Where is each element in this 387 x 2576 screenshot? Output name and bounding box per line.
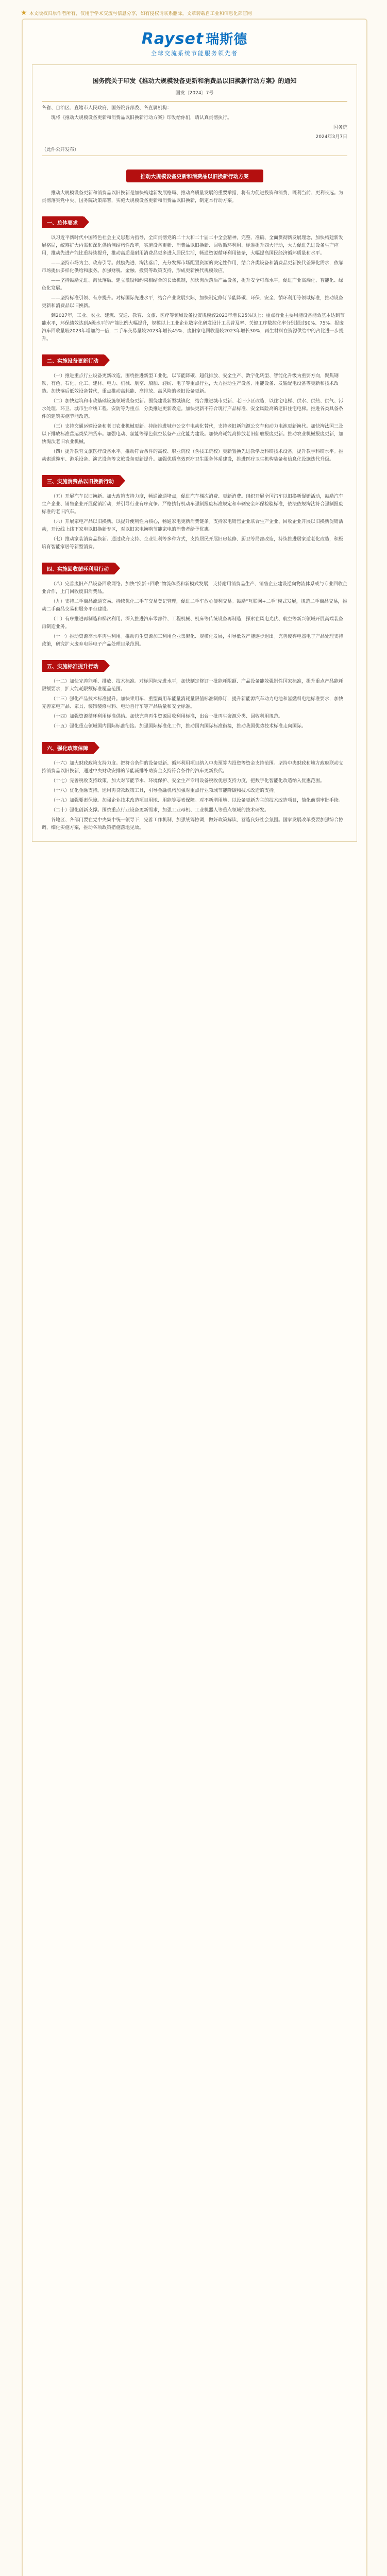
intro-paragraph: 现将《推动大规模设备更新和消费品以旧换新行动方案》印发给你们，请认真贯彻执行。 (51, 115, 232, 121)
section-paragraph: （三）支持交通运输设备和老旧农业机械更新。持续推进城市公交车电动化替代，支持老旧新能源公交车和动力电池更新换代。加快淘汰国三及以下排放标准营运类柴油货车。加强电动、氢能等绿色航空装备产业化能力建设。加快高耗能高排放老旧船舶报废更新。推动农业机械报废更新，加快淘汰老旧农业机械。 (42, 424, 344, 445)
sign-date: 2024年3月7日 (315, 134, 347, 140)
section-paragraph: （四）提升教育文旅医疗设备水平。推动符合条件的高校、职业院校（含技工院校）更新置换先进教学及科研技术设备，提升教学科研水平。推动索道缆车、游乐设备、演艺设备等文旅设备更新提升。加强优质高效医疗卫生服务体系建设，推进医疗卫生机构装备和信息化设施迭代升级。 (42, 449, 344, 462)
section-paragraph: （十六）加大财政政策支持力度。把符合条件的设备更新、循环利用项目纳入中央预算内投资等资金支持范围。坚持中央财政和地方政府联动支持消费品以旧换新，通过中央财政安排的节能减排补助资金支持符合条件的汽车更新换代。 (42, 761, 344, 774)
section-paragraph: （一）推进重点行业设备更新改造。围绕推进新型工业化，以节能降碳、超低排放、安全生产、数字化转型、智能化升级为重要方向，聚焦钢铁、有色、石化、化工、建材、电力、机械、航空、船舶、轻纺、电子等重点行业，大力推动生产设备、用能设备、发输配电设备等更新和技术改造。加快落后低效设备替代，重点推动高耗能、高排放、高风险的老旧设备更新。 (42, 374, 339, 394)
section-paragraph: 以习近平新时代中国特色社会主义思想为指导，全面贯彻党的二十大和二十届二中全会精神，完整、准确、全面贯彻新发展理念，加快构建新发展格局，统筹扩大内需和深化供给侧结构性改革，实施设备更新、消费品以旧换新、回收循环利用、标准提升四大行动，大力促进先进设备生产应用，推动先进产能比重持续提升，推动高质量耐用消费品更多进入居民生活，畅通资源循环利用链条，大幅提高国民经济循环质量和水平。 (42, 235, 344, 256)
recipients: 各省、自治区、直辖市人民政府，国务院各部委、各直属机构： (42, 106, 172, 111)
section-paragraph: （七）推动家装消费品换新。通过政府支持、企业让利等多种方式，支持居民开展旧房装修、厨卫等局部改造，持续推进居家适老化改造，积极培育智能家居等新型消费。 (42, 537, 344, 550)
brand-header (23, 29, 366, 57)
section-paragraph: ——坚持市场为主、政府引导。鼓励先进、淘汰落后，充分发挥市场配置资源的决定性作用，结合各类设备和消费品更新换代差异化需求，依靠市场提供多样化供给和服务。加强财税、金融、投资等政策支持，形成更新换代规模效应。 (42, 261, 344, 274)
section-paragraph: ——坚持标准引领、有序提升。对标国际先进水平，结合产业发展实际，加快制定修订节能降碳、环保、安全、循环利用等领域标准，推动设备更新和消费品以旧换新。 (42, 296, 344, 309)
signer: 国务院 (333, 125, 347, 130)
plan-title: 推动大规模设备更新和消费品以旧换新行动方案 (126, 170, 263, 182)
section (42, 733, 347, 815)
section-paragraph: （十八）优化金融支持。运用再贷款政策工具，引导金融机构加强对重点行业领域节能降碳和技术改造的支持。 (51, 788, 279, 793)
brand-tagline: 全球交流系统节能服务领先者 (151, 50, 238, 57)
section (42, 345, 347, 464)
publish-note: （此件公开发布） (42, 147, 79, 152)
section-paragraph: （二）加快建筑和市政基础设施领域设备更新。围绕建设新型城镇化，结合推进城市更新、老旧小区改造，以住宅电梯、供水、供热、供气、污水处理、环卫、城市生命线工程、安防等为重点，分类推进更新改造。加快更新不符合现行产品标准、安全风险高的老旧住宅电梯。推进各类具备条件的建筑实施节能改造。 (42, 399, 344, 419)
section (42, 651, 347, 731)
section-paragraph: （十九）加强要素保障。加强企业技术改造项目用地、用能等要素保障。对不新增用地、以设备更新为主的技术改造项目，简化前期审批手续。 (51, 798, 344, 803)
section-paragraph: （十四）加强资源循环利用标准供给。加快完善再生资源回收利用标准，出台一批再生资源分类、回收利用规范。 (51, 714, 283, 719)
section-paragraph: ——坚持鼓励先进、淘汰落后。建立激励和约束相结合的长效机制，加快淘汰落后产品设备，提升安全可靠水平，促进产业高端化、智能化、绿色化发展。 (42, 278, 344, 291)
notice-title: 国务院关于印发《推动大规模设备更新和消费品以旧换新行动方案》的通知 (92, 77, 297, 84)
section-paragraph: （八）完善废旧产品设备回收网络。加快“换新+回收”物流体系和新模式发展，支持耐用消费品生产、销售企业建设逆向物流体系或与专业回收企业合作，上门回收废旧消费品。 (42, 582, 347, 595)
section-paragraph: 到2027年，工业、农业、建筑、交通、教育、文旅、医疗等领域设备投资规模较2023年增长25%以上；重点行业主要用能设备能效基本达到节能水平，环保绩效达到A级水平的产能比例大幅提升，规模以上工业企业数字化研发设计工具普及率、关键工序数控化率分别超过90%、75%。报废汽车回收量较2023年增加约一倍，二手车交易量较2023年增长45%，废旧家电回收量较2023年增长30%，再生材料在资源供给中的占比进一步提升。 (42, 313, 345, 342)
section-paragraph: （十）有序推进再制造和梯次利用。深入推进汽车零部件、工程机械、机床等传统设备再制造，探索在风电光伏、航空等新兴领域开展高端装备再制造业务。 (42, 617, 344, 630)
notice-body (32, 64, 357, 842)
section-paragraph: （十三）强化产品技术标准提升。加快乘用车、重型商用车能量消耗量限值标准制修订，提升新能源汽车动力电池和氢燃料电池标准要求，加快完善家电产品、家具、装饰装修材料、电动自行车等产品质量和安全标准。 (42, 697, 344, 709)
star-icon: ★ (21, 9, 27, 17)
brand-logo: Rayset 瑞斯德 (141, 30, 248, 48)
section-paragraph: （九）支持二手商品流通交易。持续优化二手车交易登记管理，促进二手车放心便利交易。鼓励“互联网+二手”模式发展，规范二手商品交易，推动二手商品交易和服务平台建设。 (42, 599, 347, 612)
section-heading: 一、总体要求 (42, 216, 84, 228)
section-heading: 六、强化政策保障 (42, 742, 94, 754)
section-paragraph: （十五）强化重点领域国内国际标准衔接。加强国际标准化工作，推动国内国际标准衔接，推动我国优势技术标准走向国际。 (51, 724, 307, 729)
section-paragraph: （十七）完善税收支持政策。加大对节能节水、环境保护、安全生产专用设备税收优惠支持力度，把数字化智能化改造纳入优惠范围。 (51, 778, 325, 784)
section-paragraph: （十一）推动资源高水平再生利用。推动再生资源加工利用企业集聚化、规模化发展，引导低效产能逐步退出。完善废弃电器电子产品处理支持政策，研究扩大废弃电器电子产品处理目录范围。 (42, 634, 344, 647)
closing-paragraph: 各地区、各部门要在党中央集中统一领导下，完善工作机制，加强统筹协调，做好政策解读，营造良好社会氛围。国家发展改革委要加强综合协调，细化实施方案，推动各项政策措施落地见效。 (42, 818, 344, 831)
top-note: ★ 本文版权归原作者所有，仅用于学术交流与信息分享，如有侵权请联系删除。文章转载自工业和信息化部官网 (21, 9, 252, 17)
section (42, 207, 347, 343)
document-number: 国发〔2024〕7号 (175, 91, 214, 96)
section-paragraph: （十二）加快完善能耗、排放、技术标准。对标国际先进水平，加快制定修订一批能耗限额、产品设备能效强制性国家标准，提升重点产品能耗限额要求，扩大能耗限额标准覆盖范围。 (42, 679, 344, 692)
section-heading: 三、实施消费品以旧换新行动 (42, 475, 120, 487)
section-paragraph: （六）开展家电产品以旧换新。以提升便利性为核心，畅通家电更新消费链条。支持家电销售企业联合生产企业、回收企业开展以旧换新促销活动，开设线上线下家电以旧换新专区，对以旧家电换购节能家电的消费者给予优惠。 (42, 519, 344, 532)
section-paragraph: （五）开展汽车以旧换新。加大政策支持力度，畅通流通堵点，促进汽车梯次消费、更新消费。组织开展全国汽车以旧换新促销活动，鼓励汽车生产企业、销售企业开展促销活动，并引导行业有序竞争。严格执行机动车强制报废标准规定和车辆安全环保检验标准，依法依规淘汰符合强制报废标准的老旧汽车。 (42, 494, 344, 515)
section (42, 466, 347, 551)
plan-intro: 推动大规模设备更新和消费品以旧换新是加快构建新发展格局、推动高质量发展的重要举措，将有力促进投资和消费，既利当前、更利长远。为贯彻落实党中央、国务院决策部署，实施大规模设备更新和消费品以旧换新，制定本行动方案。 (42, 191, 344, 204)
section (42, 553, 347, 649)
section-paragraph: （二十）强化创新支撑。围绕重点行业设备更新需求，加强工业母机、工业机器人等重点领域的技术研发。 (51, 808, 270, 813)
sections-container (42, 207, 347, 815)
section-heading: 五、实施标准提升行动 (42, 660, 105, 672)
section-heading: 四、实施回收循环利用行动 (42, 563, 115, 574)
document-paper (22, 19, 367, 2576)
section-heading: 二、实施设备更新行动 (42, 354, 105, 366)
